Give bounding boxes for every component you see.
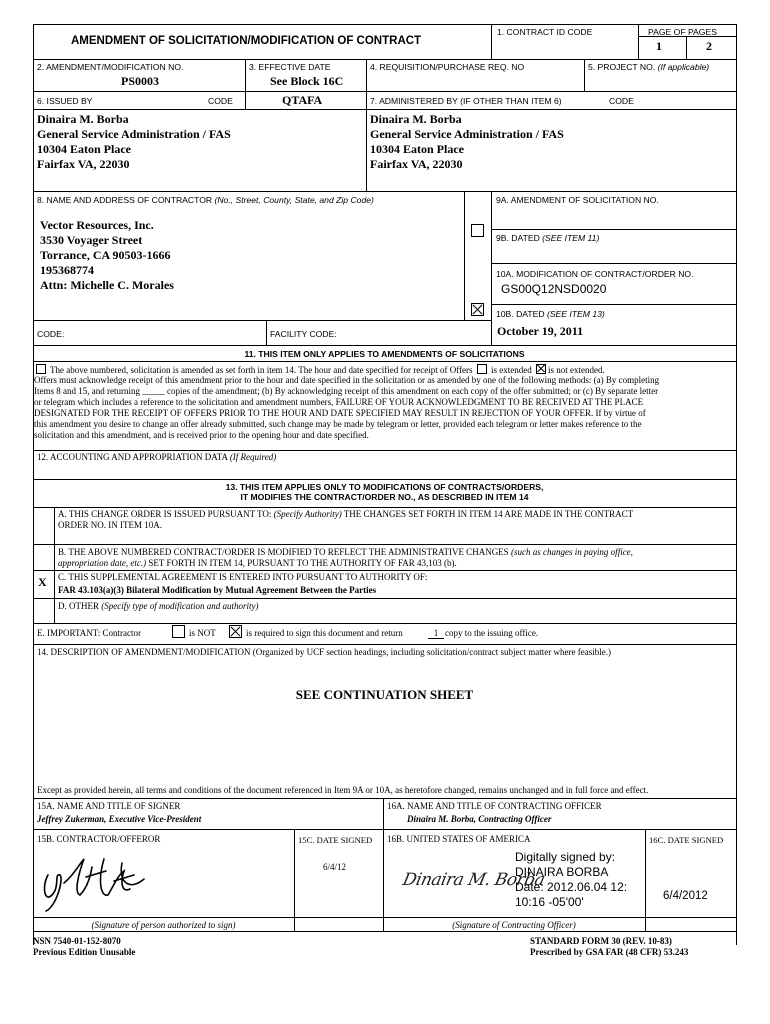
effective-date: See Block 16C — [270, 74, 344, 88]
page-current: 1 — [656, 39, 662, 53]
item11-statement: The above numbered, solicitation is amended as set forth in item 14. The hour and date specified for receipt of Offers is extended is not extended. — [50, 365, 605, 375]
signer-label: 15A. NAME AND TITLE OF SIGNER — [37, 801, 181, 811]
effective-date-label: 3. EFFECTIVE DATE — [249, 62, 331, 72]
date-signed-16c-label: 16C. DATE SIGNED — [649, 835, 724, 845]
checkbox-10a-checked[interactable] — [471, 303, 484, 316]
copy-to-label: copy to the issuing office. — [445, 628, 539, 638]
checkbox-item11[interactable] — [36, 364, 46, 374]
is-required-label: is required to sign this document and return — [246, 628, 403, 638]
checkbox-9a[interactable] — [471, 224, 484, 237]
digital-signature: Digitally signed by: DINAIRA BORBA Date: 2012.06.04 12: 10:16 -05'00' — [515, 850, 628, 909]
date-signed-15c: 6/4/12 — [323, 862, 347, 872]
administered-by-address: Dinaira M. Borba General Service Administration / FAS 10304 Eaton Place Fairfax VA, 22030 — [370, 112, 564, 171]
checkbox-is-required-checked[interactable] — [229, 625, 242, 638]
contractor-label: 8. NAME AND ADDRESS OF CONTRACTOR (No., Street, County, State, and Zip Code) — [37, 195, 374, 205]
footer-right: STANDARD FORM 30 (REV. 10-83) Prescribed by GSA FAR (48 CFR) 53.243 — [530, 936, 689, 957]
form-title: AMENDMENT OF SOLICITATION/MODIFICATION OF CONTRACT — [71, 35, 422, 47]
page-total: 2 — [706, 39, 712, 53]
mod-contract-no: GS00Q12NSD0020 — [501, 282, 607, 296]
copies-count: 1 — [428, 628, 444, 639]
date-signed-15c-label: 15C. DATE SIGNED — [298, 835, 373, 845]
officer-name: Dinaira M. Borba, Contracting Officer — [407, 814, 552, 824]
item13-title: 13. THIS ITEM APPLIES ONLY TO MODIFICATIONS OF CONTRACTS/ORDERS, IT MODIFIES THE CONTRACT/ORDER NO., AS DESCRIBED IN ITEM 14 — [225, 482, 544, 502]
signer-name: Jeffrey Zukerman, Executive Vice-President — [37, 814, 202, 824]
code-label: CODE — [208, 96, 233, 106]
contractor-address: Vector Resources, Inc. 3530 Voyager Street Torrance, CA 90503-1666 195368774 Attn: Michelle C. Morales — [40, 218, 174, 292]
checkbox-not-extended-checked[interactable] — [536, 364, 546, 374]
dated-10b: October 19, 2011 — [497, 324, 584, 338]
dated-9b-label: 9B. DATED (SEE ITEM 11) — [496, 233, 600, 243]
page-of-pages-label: PAGE OF PAGES — [648, 27, 717, 37]
officer-label: 16A. NAME AND TITLE OF CONTRACTING OFFICER — [387, 801, 602, 811]
officer-signature: Dinaira M. Borba — [400, 870, 547, 890]
item12-label: 12. ACCOUNTING AND APPROPRIATION DATA (If Required) — [37, 452, 277, 462]
item13d: D. OTHER (Specify type of modification and authority) — [58, 601, 259, 611]
item13c: C. THIS SUPPLEMENTAL AGREEMENT IS ENTERED INTO PURSUANT TO AUTHORITY OF: FAR 43.103(a)(3) Bilateral Modification by Mutual Agreement Between the Parties — [58, 572, 428, 595]
sig-caption-officer: (Signature of Contracting Officer) — [452, 920, 576, 930]
issued-by-label: 6. ISSUED BY — [37, 96, 93, 106]
contractor-offeror-label: 15B. CONTRACTOR/OFFEROR — [37, 834, 161, 844]
item13b: B. THE ABOVE NUMBERED CONTRACT/ORDER IS MODIFIED TO REFLECT THE ADMINISTRATIVE CHANGES (such as changes in paying office, appropriation date, etc.) SET FORTH IN ITEM 14, PURSUANT TO THE AUTHORITY OF FAR 43,103 (b). — [58, 547, 633, 568]
mod-contract-label: 10A. MODIFICATION OF CONTRACT/ORDER NO. — [496, 269, 694, 279]
requisition-label: 4. REQUISITION/PURCHASE REQ. NO — [370, 62, 525, 72]
facility-code-label: FACILITY CODE: — [270, 329, 337, 339]
item11-title: 11. THIS ITEM ONLY APPLIES TO AMENDMENTS OF SOLICITATIONS — [244, 349, 525, 359]
dated-10b-label: 10B. DATED (SEE ITEM 13) — [496, 309, 605, 319]
administered-label: 7. ADMINISTERED BY (IF OTHER THAN ITEM 6) — [370, 96, 562, 106]
see-continuation: SEE CONTINUATION SHEET — [295, 687, 474, 702]
project-no-label: 5. PROJECT NO. (If applicable) — [588, 62, 710, 72]
amend-solicitation-label: 9A. AMENDMENT OF SOLICITATION NO. — [496, 195, 659, 205]
usa-label: 16B. UNITED STATES OF AMERICA — [387, 834, 531, 844]
amendment-no: PS0003 — [121, 74, 160, 88]
item13a: A. THIS CHANGE ORDER IS ISSUED PURSUANT TO: (Specify Authority) THE CHANGES SET FORTH IN ITEM 14 ARE MADE IN THE CONTRACT ORDER NO. IN ITEM 10A. — [58, 509, 634, 530]
footer-left: NSN 7540-01-152-8070 Previous Edition Unusable — [33, 936, 136, 957]
sig-caption-person: (Signature of person authorized to sign) — [91, 920, 236, 930]
item14-label: 14. DESCRIPTION OF AMENDMENT/MODIFICATION (Organized by UCF section headings, including solicitation/contract subject matter where feasible.) — [37, 647, 611, 657]
contractor-signature — [34, 845, 164, 915]
code-label-3: CODE: — [37, 329, 65, 339]
checkbox-is-not[interactable] — [172, 625, 185, 638]
is-not-label: is NOT — [189, 628, 216, 638]
issued-code: QTAFA — [282, 93, 323, 107]
item11-paragraph: Offers must acknowledge receipt of this amendment prior to the hour and date specified in the solicitation or as amended by one of the following methods: (a) By completing Items 8 and 15, and returning _____ copies of the amendment; (b) By acknowledging receipt of this amendment on each copy of the offer submitted; or (c) By separate letter or telegram which includes a reference to the solicitation and amendment numbers, FAILURE OF YOUR ACKNOWLEDGMENT TO BE RECEIVED AT THE PLACE DESIGNATED FOR THE RECEIPT OF OFFERS PRIOR TO THE HOUR AND DATE SPECIFIED MAY RESULT IN REJECTION OF YOUR OFFER. If by virtue of this amendment you desire to change an offer already submitted, such change may be made by telegram or letter, provided each telegram or letter makes reference to the solicitation and this amendment, and is received prior to the opening hour and date specified. — [34, 375, 660, 440]
except-text: Except as provided herein, all terms and conditions of the document referenced in Item 9A or 10A, as heretofore changed, remains unchanged and in full force and effect. — [37, 785, 649, 795]
code-label-2: CODE — [609, 96, 634, 106]
contract-id-label: 1. CONTRACT ID CODE — [497, 27, 593, 37]
amendment-no-label: 2. AMENDMENT/MODIFICATION NO. — [37, 62, 184, 72]
issued-by-address: Dinaira M. Borba General Service Administration / FAS 10304 Eaton Place Fairfax VA, 22030 — [37, 112, 231, 171]
checkbox-extended[interactable] — [477, 364, 487, 374]
date-signed-16c: 6/4/2012 — [663, 890, 708, 902]
important-label: E. IMPORTANT: Contractor — [37, 628, 142, 638]
item13c-mark: X — [38, 575, 47, 589]
